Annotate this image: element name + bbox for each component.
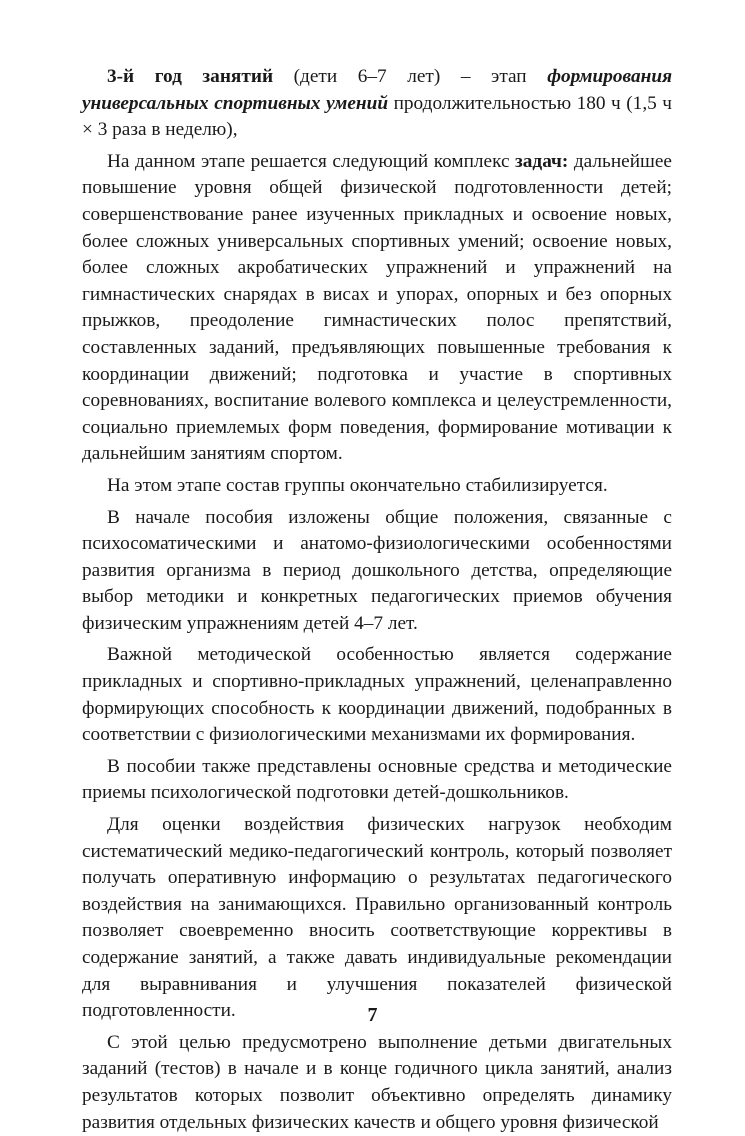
paragraph-medical-control: Для оценки воздействия физических нагрузок необходим систематический медико-педагогический контроль, который позволяет получать оперативную информацию о результатах педагогического воздействия на занимающихся. Правильно организованный контроль позволяет своевременно вносить соответствующие коррективы в содержание занятий, а также давать индивидуальные рекомендации для выравнивания и улучшения показателей физической подготовленности. (82, 814, 672, 1022)
page-number: 7 (367, 1004, 378, 1026)
tasks-intro: На данном этапе решается следующий комплекс (107, 150, 516, 172)
paragraph-testing: С этой целью предусмотрено выполнение детьми двигательных заданий (тестов) в начале и в конце годичного цикла занятий, анализ результатов которых позволит объективно определять динамику развития отдельных физических качеств и общего уровня физической (82, 1031, 672, 1133)
tasks-keyword: задач: (515, 150, 569, 172)
stage-name: формирования универсальных спортивных умений (82, 66, 673, 114)
tasks-list: дальнейшее повышение уровня общей физической подготовленности детей; совершенствование ранее изученных прикладных и освоение новых, более сложных универсальных спортивных умений; освоение новых, более сложных акробатических упражнений и упражнений на гимнастических снарядах в висах и упорах, опорных и без опорных прыжков, преодоление гимнастических полос препятствий, составленных заданий, предъявляющих повышенные требования к координации движений; подготовка и участие в спортивных соревнованиях, воспитание волевого комплекса и целеустремленности, социально приемлемых форм поведения, формирование мотивации к дальнейшим занятиям спортом. (82, 150, 672, 465)
paragraph-methodical-feature: Важной методической особенностью является содержание прикладных и спортивно-прикладных упражнений, целенаправленно формирующих способность к координации движений, подобранных в соответствии с физиологическими механизмами их формирования. (82, 644, 672, 746)
year-three-duration: продолжительностью 180 ч (1,5 ч × 3 раза в неделю), (82, 92, 672, 141)
paragraph-general-provisions: В начале пособия изложены общие положения, связанные с психосоматическими и анатомо-физиологическими особенностями развития организма в период дошкольного детства, определяющие выбор методики и конкретных педагогических приемов обучения физическим упражнениям детей 4–7 лет. (82, 506, 672, 634)
paragraph-psychological-preparation: В пособии также представлены основные средства и методические приемы психологической подготовки детей-дошкольников. (82, 755, 672, 804)
paragraph-year-three (82, 64, 672, 144)
paragraph-group-stabilization: На этом этапе состав группы окончательно стабилизируется. (107, 474, 608, 496)
year-three-ages: (дети 6–7 лет) – этап (273, 66, 548, 87)
body-text (82, 64, 672, 1136)
year-three-heading: 3-й год занятий (107, 66, 274, 87)
paragraph-tasks (82, 149, 672, 468)
